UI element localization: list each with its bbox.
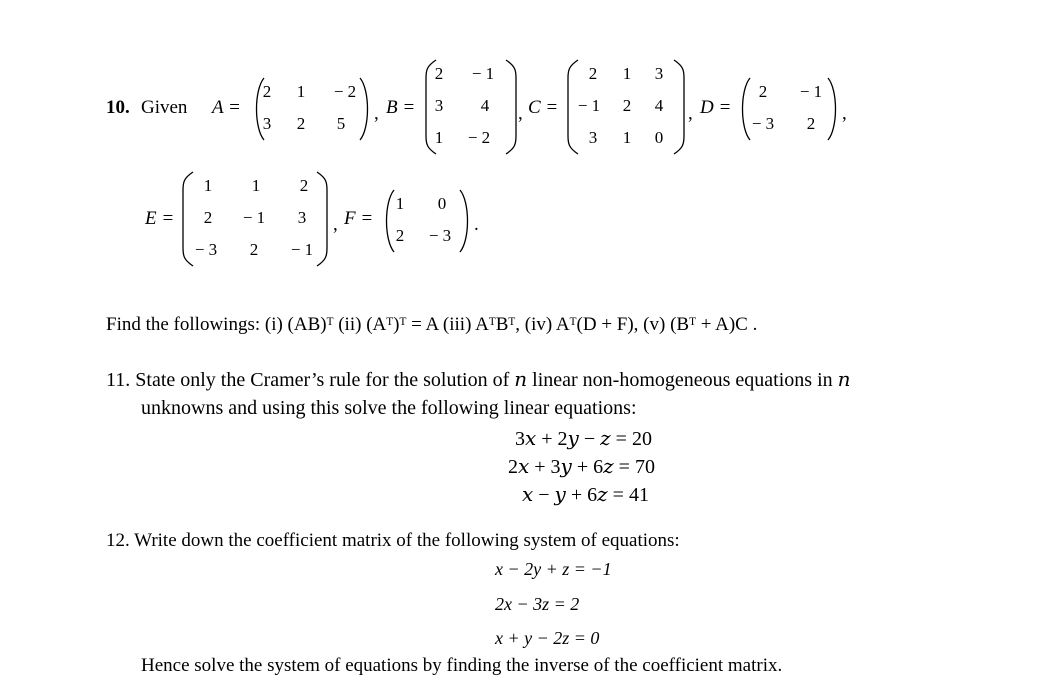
question-10-intro: Given [141, 97, 188, 118]
matrix-d-cell: 2 [806, 114, 816, 133]
matrix-b-cell: 4 [480, 96, 490, 115]
matrix-b-cell: 3 [434, 96, 444, 115]
matrix-b-cell: − 2 [467, 128, 491, 147]
find-the-followings: Find the followings: (i) (AB)ᵀ (ii) (Aᵀ)ᵀ = A (iii) AᵀBᵀ, (iv) Aᵀ(D + F), (v) (Bᵀ + A)C . [106, 314, 758, 335]
matrix-f-cell: − 3 [428, 226, 452, 245]
matrix-e-cell: − 1 [290, 240, 314, 259]
matrix-d [738, 76, 840, 142]
matrix-a-cell: 3 [262, 114, 272, 133]
question-11-line-1: 11. State only the Cramer’s rule for the solution of 𝑛 linear non-homogeneous equations in 𝑛 [106, 369, 851, 391]
matrix-a-label: A = [212, 97, 241, 118]
question-12-last-line: Hence solve the system of equations by finding the inverse of the coefficient matrix. [141, 655, 783, 676]
matrix-a-cell: 5 [336, 114, 346, 133]
q11-equation-2: 2𝑥 + 3𝑦 + 6𝑧 = 70 [508, 456, 655, 478]
matrix-f-cell: 2 [395, 226, 405, 245]
matrix-f [382, 188, 472, 254]
matrix-b-label: B = [386, 97, 416, 118]
comma: , [333, 214, 338, 235]
matrix-e-label: E = [145, 208, 175, 229]
matrix-f-label: F = [344, 208, 374, 229]
matrix-e-cell: − 3 [194, 240, 218, 259]
matrix-e-cell: 2 [249, 240, 259, 259]
matrix-d-cell: 2 [758, 82, 768, 101]
matrix-d-label: D = [700, 97, 732, 118]
matrix-a [252, 76, 372, 142]
matrix-a-cell: 2 [262, 82, 272, 101]
matrix-c-cell: − 1 [577, 96, 601, 115]
matrix-d-cell: − 3 [751, 114, 775, 133]
matrix-b-cell: − 1 [471, 64, 495, 83]
matrix-e-cell: 1 [203, 176, 213, 195]
matrix-e-cell: 1 [251, 176, 261, 195]
matrix-c-cell: 4 [654, 96, 664, 115]
matrix-e-cell: − 1 [242, 208, 266, 227]
matrix-a-cell: 2 [296, 114, 306, 133]
matrix-b-cell: 1 [434, 128, 444, 147]
matrix-d-cell: − 1 [799, 82, 823, 101]
matrix-f-cell: 0 [437, 194, 447, 213]
q11-equation-1: 3𝑥 + 2𝑦 − 𝑧 = 20 [515, 428, 652, 450]
question-12-line-1: 12. Write down the coefficient matrix of the following system of equations: [106, 530, 680, 551]
matrix-e [181, 170, 329, 268]
matrix-e-cell: 2 [203, 208, 213, 227]
matrix-c [566, 58, 686, 156]
comma: , [518, 103, 523, 124]
comma: , [688, 103, 693, 124]
comma: , [374, 103, 379, 124]
matrix-e-cell: 3 [297, 208, 307, 227]
matrix-a-cell: 1 [296, 82, 306, 101]
matrix-c-label: C = [528, 97, 559, 118]
q12-equation-3: x + y − 2z = 0 [495, 628, 600, 648]
matrix-b-cell: 2 [434, 64, 444, 83]
question-11-line-2: unknowns and using this solve the following linear equations: [141, 397, 637, 419]
matrix-c-cell: 2 [588, 64, 598, 83]
q12-equation-2: 2x − 3z = 2 [495, 594, 580, 614]
matrix-c-cell: 0 [654, 128, 664, 147]
matrix-a-cell: − 2 [333, 82, 357, 101]
question-10-number: 10. [106, 97, 130, 118]
matrix-c-cell: 3 [654, 64, 664, 83]
matrix-f-cell: 1 [395, 194, 405, 213]
q11-equation-3: 𝑥 − 𝑦 + 6𝑧 = 41 [522, 484, 649, 506]
matrix-c-cell: 1 [622, 128, 632, 147]
matrix-c-cell: 1 [622, 64, 632, 83]
comma: , [842, 103, 847, 124]
matrix-e-cell: 2 [299, 176, 309, 195]
matrix-c-cell: 2 [622, 96, 632, 115]
matrix-c-cell: 3 [588, 128, 598, 147]
period: . [474, 214, 479, 235]
q12-equation-1: x − 2y + z = −1 [495, 559, 612, 579]
matrix-b [424, 58, 516, 156]
